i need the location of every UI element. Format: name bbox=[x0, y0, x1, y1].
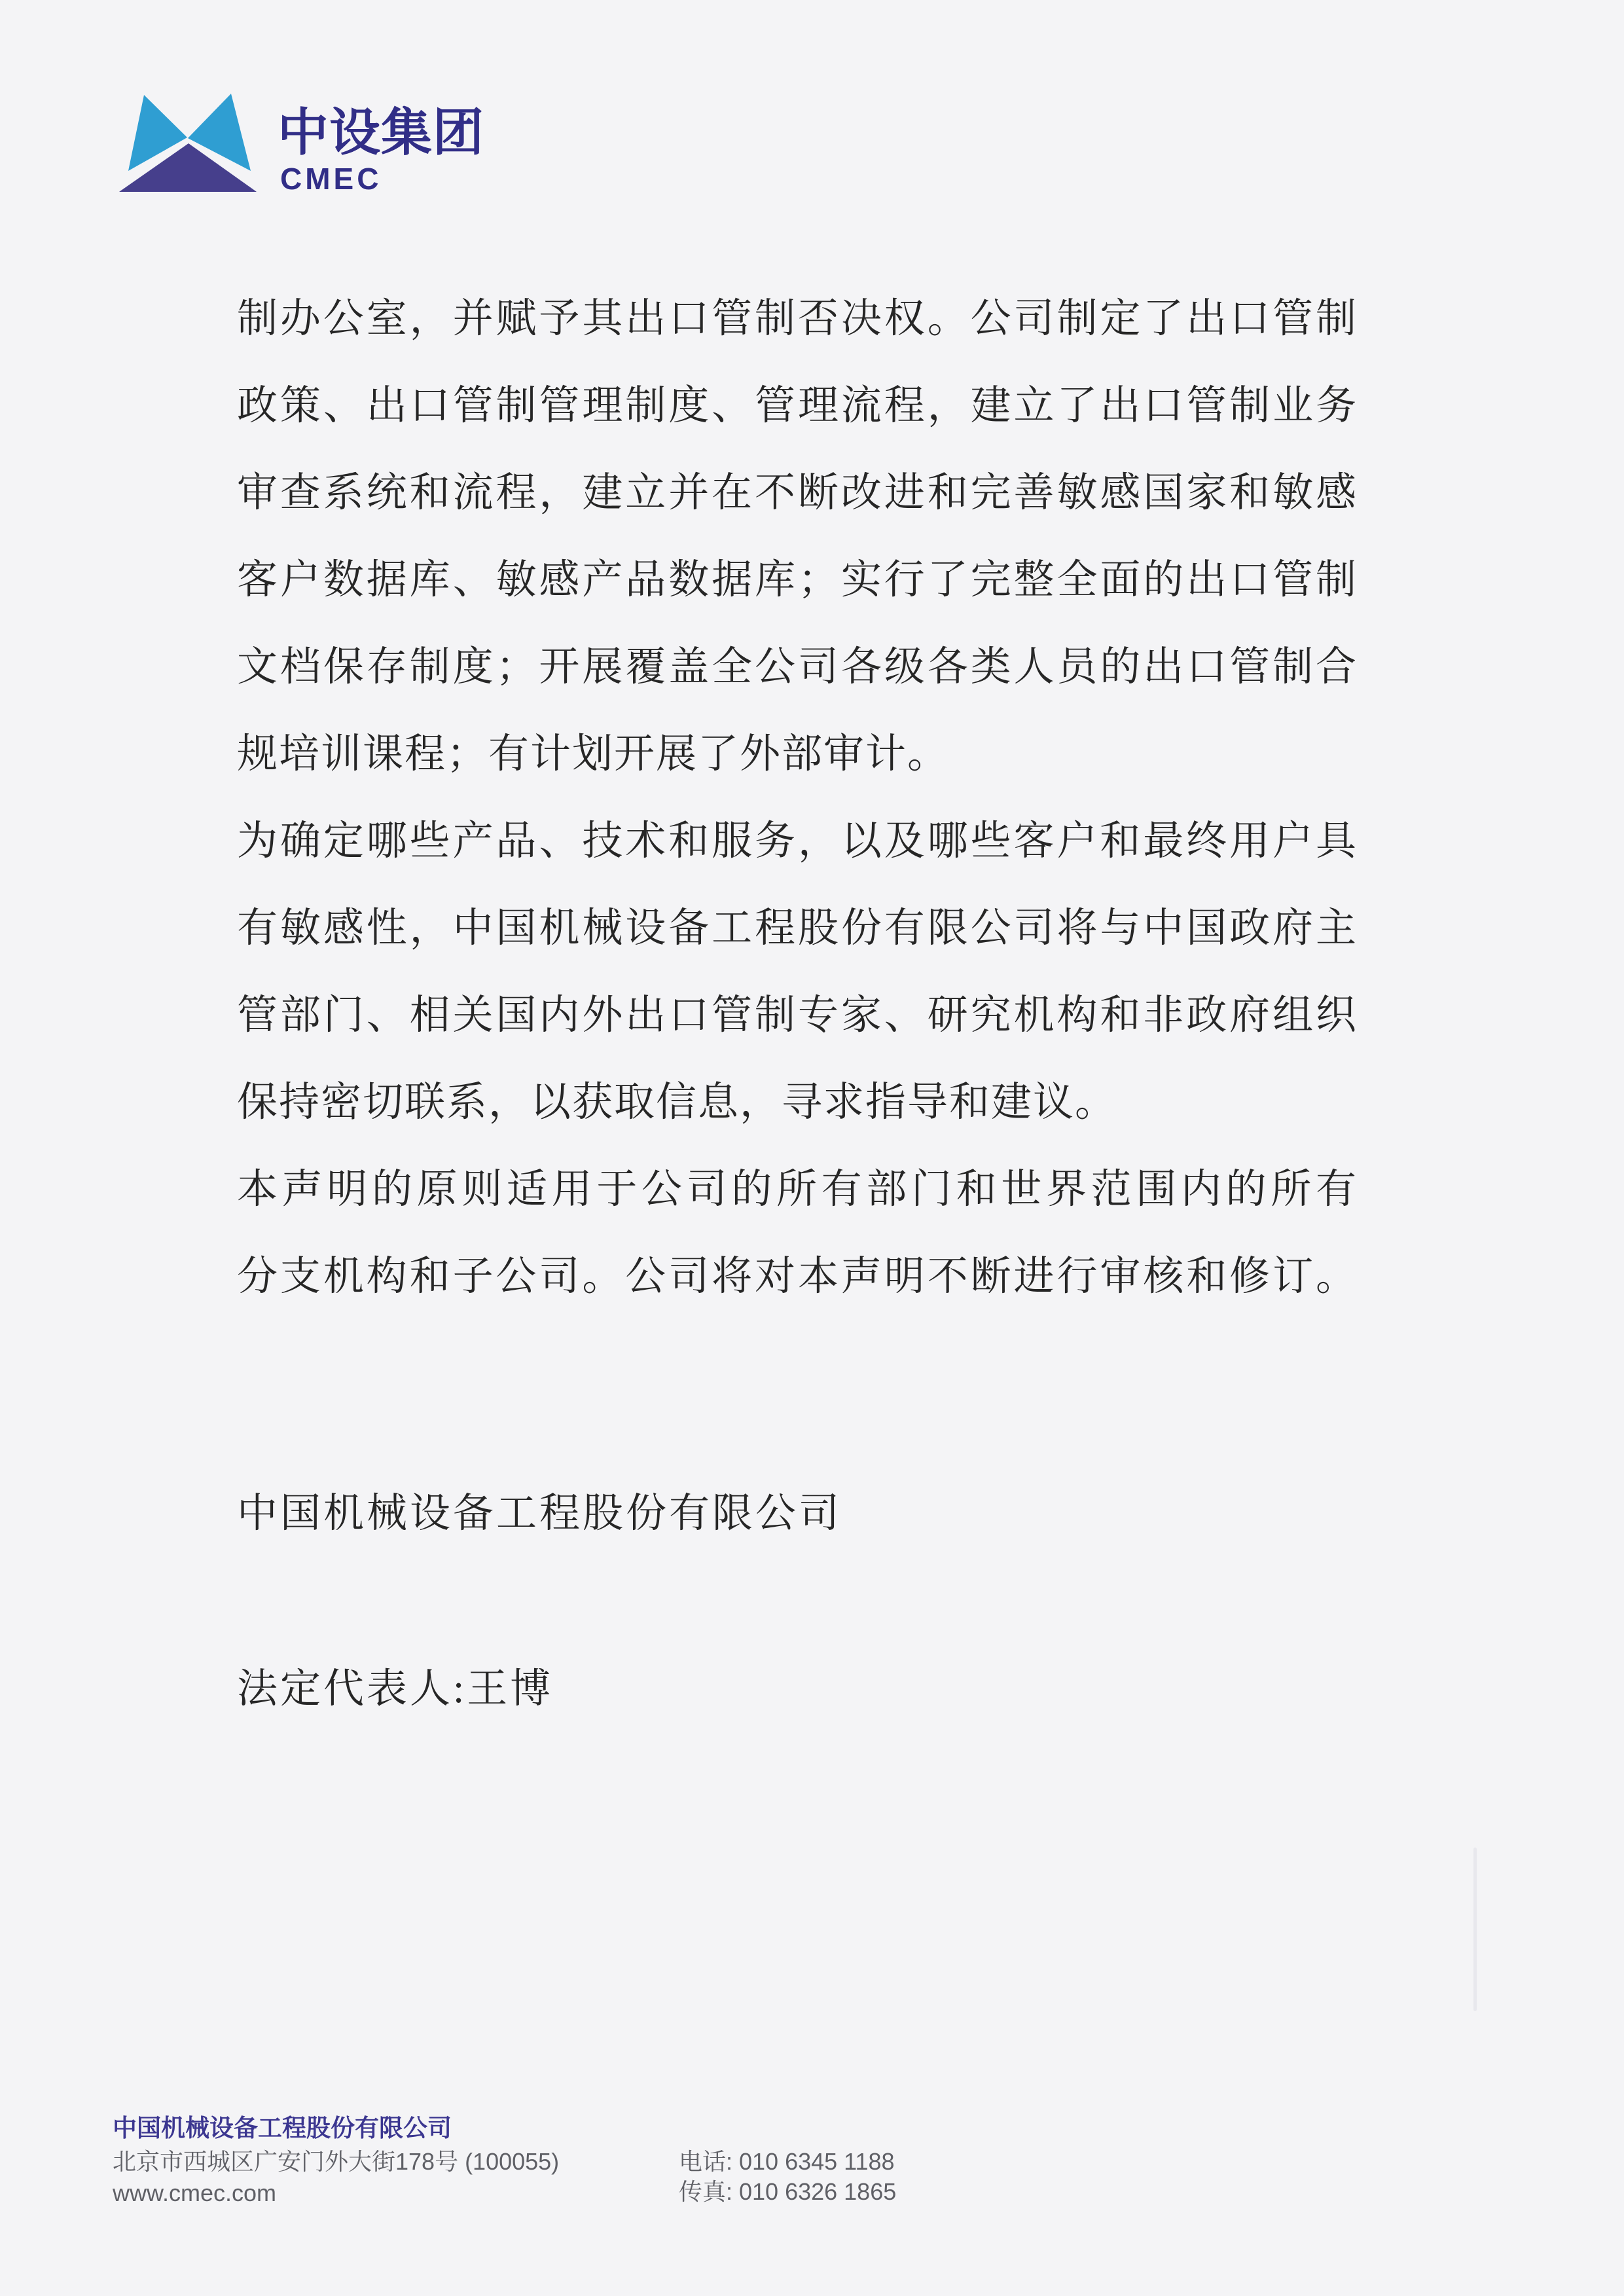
body-text-block bbox=[237, 276, 1358, 1321]
body-line: 政策、出口管制管理制度、管理流程，建立了出口管制业务 bbox=[237, 384, 1358, 428]
body-line: 管部门、相关国内外出口管制专家、研究机构和非政府组织 bbox=[237, 993, 1358, 1038]
footer-fax: 传真: 010 6326 1865 bbox=[679, 2178, 897, 2205]
body-line: 制办公室，并赋予其出口管制否决权。公司制定了出口管制 bbox=[237, 297, 1358, 341]
footer-company-name: 中国机械设备工程股份有限公司 bbox=[113, 2115, 452, 2141]
body-line: 文档保存制度；开展覆盖全公司各级各类人员的出口管制合 bbox=[237, 645, 1358, 689]
brand-name-cn: 中设集团 bbox=[278, 103, 485, 161]
footer-website: www.cmec.com bbox=[113, 2179, 277, 2206]
legal-representative: 法定代表人:王博 bbox=[237, 1667, 554, 1711]
body-line: 规培训课程；有计划开展了外部审计。 bbox=[237, 732, 950, 776]
body-line: 保持密切联系，以获取信息，寻求指导和建议。 bbox=[237, 1080, 1117, 1125]
body-line: 有敏感性，中国机械设备工程股份有限公司将与中国政府主 bbox=[237, 906, 1358, 951]
body-line: 为确定哪些产品、技术和服务，以及哪些客户和最终用户具 bbox=[237, 819, 1358, 864]
footer-address: 北京市西城区广安门外大街178号 (100055) bbox=[113, 2148, 560, 2175]
body-line: 分支机构和子公司。公司将对本声明不断进行审核和修订。 bbox=[237, 1254, 1358, 1299]
footer-phone: 电话: 010 6345 1188 bbox=[679, 2148, 895, 2175]
scan-crease-artifact bbox=[1473, 1848, 1477, 2011]
brand-name-en: CMEC bbox=[280, 162, 382, 196]
cmec-logo-icon bbox=[119, 92, 258, 193]
body-line: 审查系统和流程，建立并在不断改进和完善敏感国家和敏感 bbox=[237, 471, 1358, 515]
body-line: 客户数据库、敏感产品数据库；实行了完整全面的出口管制 bbox=[237, 558, 1358, 602]
signature-company-name: 中国机械设备工程股份有限公司 bbox=[237, 1491, 842, 1536]
body-line: 本声明的原则适用于公司的所有部门和世界范围内的所有 bbox=[237, 1167, 1358, 1212]
